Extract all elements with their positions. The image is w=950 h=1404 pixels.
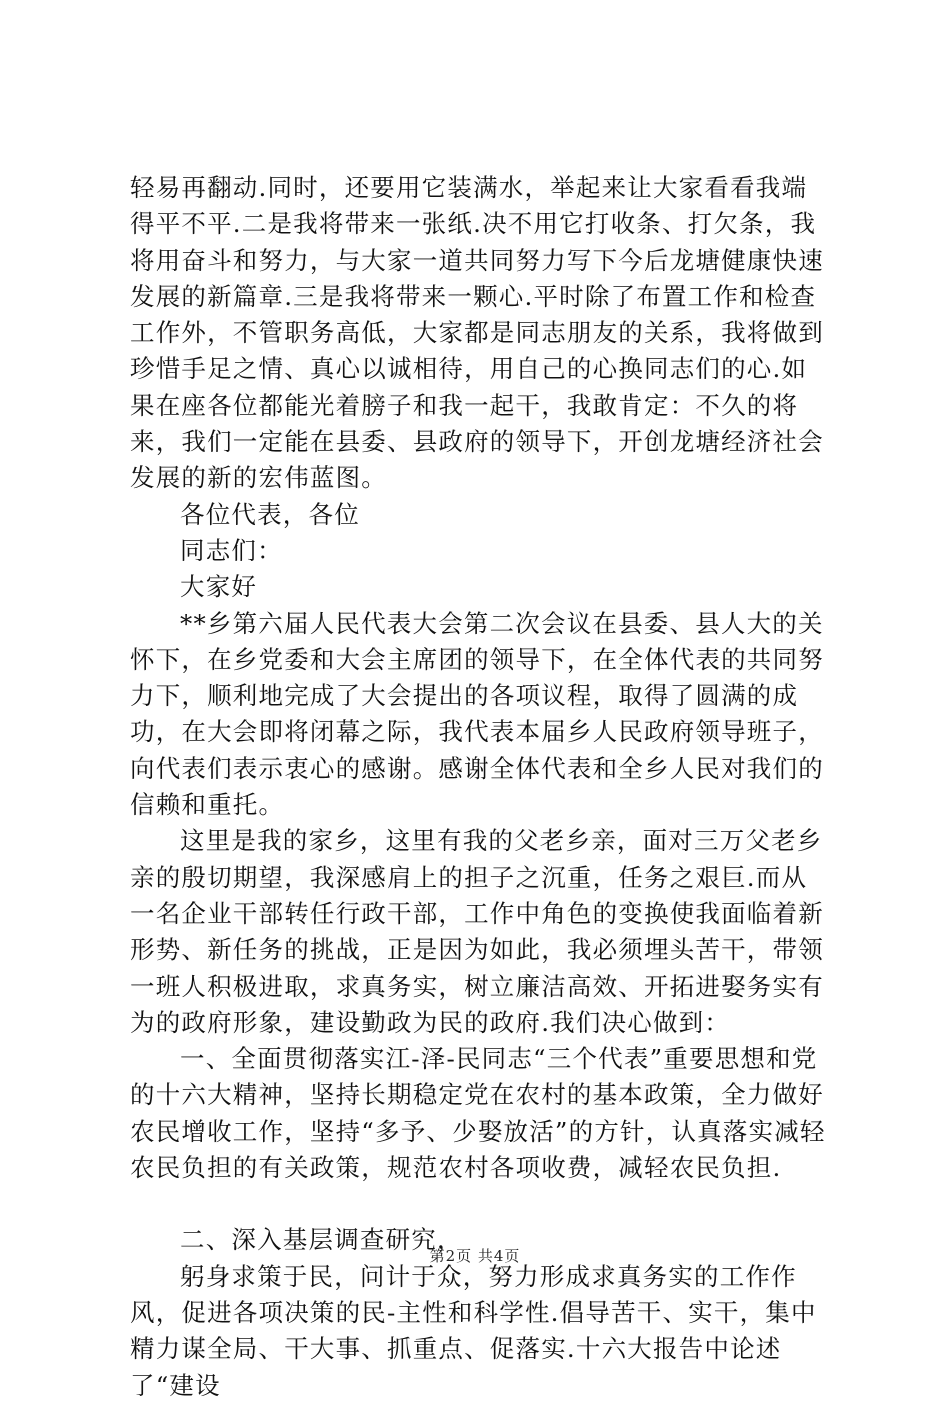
paragraph-point-one: 一、全面贯彻落实江-泽-民同志“三个代表”重要思想和党的十六大精神，坚持长期稳定党在农村的基本政策，全力做好农民增收工作，坚持“多予、少娶放活”的方针，认真落实减轻农民负担的有关政策，规范农村各项收费，减轻农民负担.: [130, 1044, 826, 1183]
document-body: [130, 170, 830, 1404]
salutation-line-1: 各位代表，各位: [180, 499, 360, 529]
greeting-line: 大家好: [180, 572, 258, 602]
paragraph-point-two-heading: 二、深入基层调查研究，: [180, 1225, 463, 1255]
salutation-line-2: 同志们：: [180, 535, 283, 565]
paragraph-continuation: 轻易再翻动.同时，还要用它装满水，举起来让大家看看我端得平不平.二是我将带来一张纸.决不用它打收条、打欠条，我将用奋斗和努力，与大家一道共同努力写下今后龙塘健康快速发展的新篇章.三是我将带来一颗心.平时除了布置工作和检查工作外，不管职务高低，大家都是同志朋友的关系，我将做到珍惜手足之情、真心以诚相待，用自己的心换同志们的心.如果在座各位都能光着膀子和我一起干，我敢肯定：不久的将来，我们一定能在县委、县政府的领导下，开创龙塘经济社会发展的新的宏伟蓝图。: [130, 173, 824, 493]
page-number-footer: 第2页 共4页: [429, 1247, 521, 1265]
paragraph-hometown: 这里是我的家乡，这里有我的父老乡亲，面对三万父老乡亲的殷切期望，我深感肩上的担子之沉重，任务之艰巨.而从一名企业干部转任行政干部，工作中角色的变换使我面临着新形势、新任务的挑战，正是因为如此，我必须埋头苦干，带领一班人积极进取，求真务实，树立廉洁高效、开拓进娶务实有为的政府形象，建设勤政为民的政府.我们决心做到：: [130, 826, 824, 1037]
paragraph-point-two-body: 躬身求策于民，问计于众，努力形成求真务实的工作作风，促进各项决策的民-主性和科学性.倡导苦干、实干，集中精力谋全局、干大事、抓重点、促落实.十六大报告中论述了“建设: [130, 1261, 817, 1400]
paragraph-thanks: **乡第六届人民代表大会第二次会议在县委、县人大的关怀下，在乡党委和大会主席团的领导下，在全体代表的共同努力下，顺利地完成了大会提出的各项议程，取得了圆满的成功，在大会即将闭幕之际，我代表本届乡人民政府领导班子，向代表们表示衷心的感谢。感谢全体代表和全乡人民对我们的信赖和重托。: [130, 608, 824, 820]
